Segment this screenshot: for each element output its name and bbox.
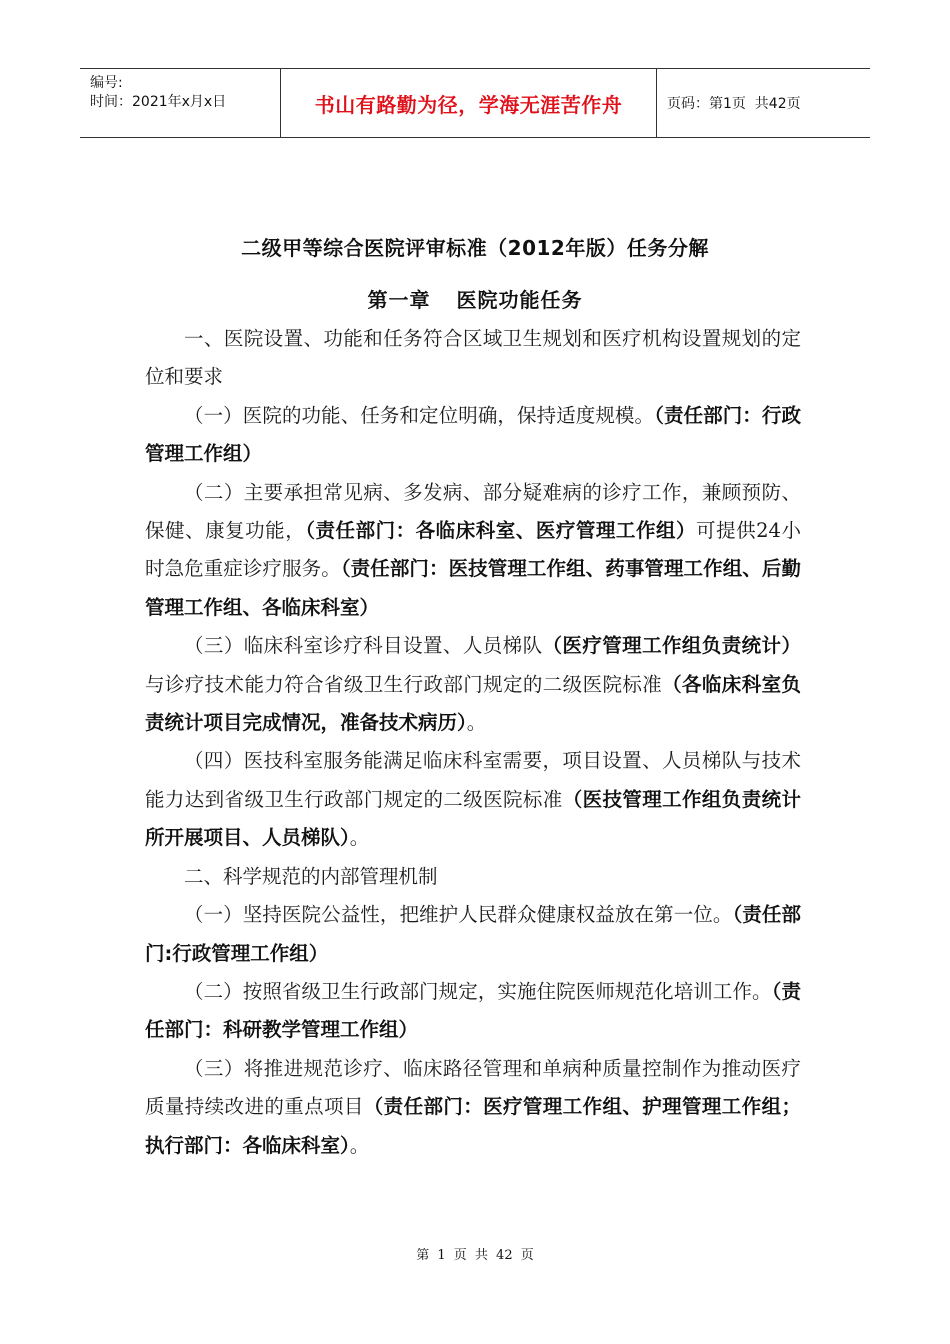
paragraph — [145, 1050, 801, 1165]
responsible-department: （责任部门：医技管理工作组、药事管理工作组、后勤管理工作组、各临床科室） — [145, 557, 801, 619]
chapter-number: 第一章 — [367, 288, 431, 312]
document-title: 二级甲等综合医院评审标准（2012年版）任务分解 — [241, 236, 709, 260]
paragraph-text: （三）临床科室诊疗科目设置、人员梯队 — [184, 634, 543, 658]
chapter-heading — [0, 284, 950, 313]
paragraph-text: （四）医技科室服务能满足临床科室需要，项目设置、人员梯队与技术能力达到省级卫生行政部门规定的二级医院标准 — [145, 749, 801, 811]
paragraph — [145, 896, 801, 973]
responsible-department: （医技管理工作组负责统计所开展项目、人员梯队） — [145, 787, 801, 850]
time-label: 时间：2021年x月x日 — [90, 94, 227, 110]
page-header — [80, 68, 870, 138]
page-footer: 第 1 页 共 42 页 — [416, 1248, 534, 1263]
paragraph-text: 。 — [349, 826, 370, 850]
paragraph — [145, 973, 801, 1050]
paragraph — [145, 742, 801, 857]
paragraph-text: （一）医院的功能、任务和定位明确，保持适度规模。 — [184, 403, 655, 427]
document-body — [145, 320, 801, 1165]
paragraph-text: 。 — [349, 1133, 370, 1157]
paragraph-text: （三）将推进规范诊疗、临床路径管理和单病种质量控制作为推动医疗质量持续改进的重点项目 — [145, 1056, 801, 1119]
paragraph-text: 可提供24小时急危重症诊疗服务。 — [145, 519, 801, 581]
responsible-department: （责任部门：科研教学管理工作组） — [145, 979, 801, 1042]
paragraph-text: 二、科学规范的内部管理机制 — [184, 864, 438, 888]
responsible-department: （医疗管理工作组负责统计） — [542, 634, 801, 658]
paragraph-text: 。 — [466, 711, 487, 735]
responsible-department: （责任部门：行政管理工作组） — [145, 403, 801, 466]
paragraph-text: （一）坚持医院公益性，把维护人民群众健康权益放在第一位。 — [184, 903, 733, 927]
section-heading — [145, 320, 801, 397]
header-page-info — [657, 69, 870, 137]
page-info-text: 页码：第1页 共42页 — [667, 96, 801, 112]
responsible-department: （各临床科室负责统计项目完成情况，准备技术病历） — [145, 672, 801, 735]
header-meta — [80, 69, 280, 137]
paragraph-text: 一、医院设置、功能和任务符合区域卫生规划和医疗机构设置规划的定位和要求 — [145, 327, 801, 389]
section-heading — [145, 858, 801, 896]
paragraph — [145, 627, 801, 742]
chapter-name: 医院功能任务 — [456, 288, 583, 312]
paragraph-text: 与诊疗技术能力符合省级卫生行政部门规定的二级医院标准 — [145, 672, 663, 696]
header-motto: 书山有路勤为径，学海无涯苦作舟 — [280, 69, 657, 137]
responsible-department: （责任部门：各临床科室、医疗管理工作组） — [305, 519, 697, 543]
paragraph — [145, 397, 801, 474]
number-label: 编号: — [90, 75, 123, 91]
responsible-department: （责任部门：医疗管理工作组、护理管理工作组；执行部门：各临床科室） — [145, 1095, 801, 1157]
responsible-department: （责任部门:行政管理工作组） — [145, 903, 801, 965]
paragraph-text: （二）主要承担常见病、多发病、部分疑难病的诊疗工作，兼顾预防、保健、康复功能， — [145, 480, 801, 543]
paragraph — [145, 474, 801, 628]
paragraph-text: （二）按照省级卫生行政部门规定，实施住院医师规范化培训工作。 — [184, 979, 772, 1003]
